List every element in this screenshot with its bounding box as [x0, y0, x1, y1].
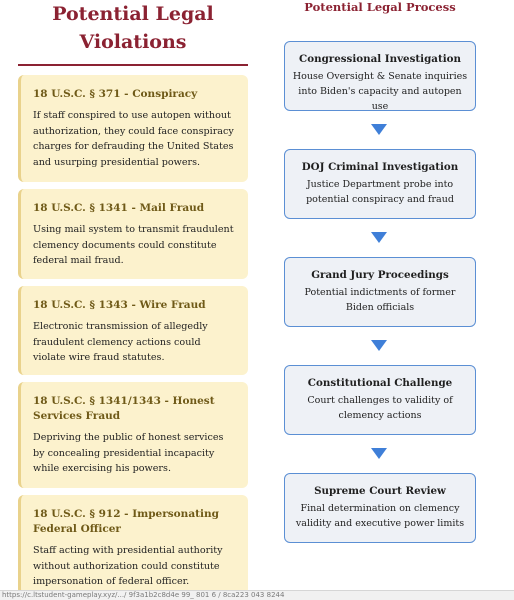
- violation-card-impersonating-officer: [18, 495, 248, 595]
- down-arrow-icon: [371, 448, 387, 459]
- violation-card-text: Electronic transmission of allegedly fraudulent clemency actions could violate wire fraud statutes.: [33, 321, 208, 363]
- browser-status-bar: [0, 590, 514, 600]
- violation-card-text: Depriving the public of honest services by concealing presidential incapacity while exercising his powers.: [33, 432, 224, 474]
- process-step-title: Constitutional Challenge: [307, 377, 453, 389]
- violation-card-title: 18 U.S.C. § 1343 - Wire Fraud: [33, 299, 206, 311]
- violation-card-title: 18 U.S.C. § 371 - Conspiracy: [33, 88, 198, 100]
- violation-card-title: 18 U.S.C. § 1341/1343 - Honest Services Fraud: [33, 395, 215, 422]
- process-step-text: Final determination on clemency validity and executive power limits: [295, 503, 465, 529]
- process-step-title: DOJ Criminal Investigation: [301, 161, 459, 173]
- violations-title-divider: [18, 64, 248, 66]
- process-title: Potential Legal Process: [304, 0, 456, 14]
- process-step-text: House Oversight & Senate inquiries into Biden's capacity and autopen use: [292, 71, 468, 112]
- process-step-grand-jury: [284, 257, 476, 327]
- violations-title-line2: Violations: [79, 31, 187, 53]
- process-step-supreme-court-review: [284, 473, 476, 543]
- violation-card-text: Using mail system to transmit fraudulent clemency documents could constitute federal mail fraud.: [33, 224, 234, 266]
- violations-title: [18, 0, 248, 56]
- process-step-text: Potential indictments of former Biden officials: [304, 287, 456, 313]
- process-step-text: Court challenges to validity of clemency actions: [307, 395, 453, 421]
- violation-card-conspiracy: [18, 75, 248, 182]
- down-arrow-icon: [371, 124, 387, 135]
- violation-card-title: 18 U.S.C. § 1341 - Mail Fraud: [33, 202, 205, 214]
- violation-card-text: If staff conspired to use autopen without authorization, they could face conspiracy charges for defrauding the United States and usurping presidential powers.: [33, 110, 234, 168]
- violation-card-honest-services-fraud: [18, 382, 248, 488]
- process-step-doj-investigation: [284, 149, 476, 219]
- process-step-congressional-investigation: [284, 41, 476, 111]
- process-step-title: Supreme Court Review: [314, 485, 446, 497]
- process-step-title: Congressional Investigation: [299, 53, 461, 65]
- violations-column: [18, 0, 248, 587]
- violations-title-line1: Potential Legal: [52, 3, 214, 25]
- process-step-constitutional-challenge: [284, 365, 476, 435]
- process-column: [284, 0, 476, 529]
- violation-card-text: Staff acting with presidential authority without authorization could constitute impersonation of federal officer.: [33, 545, 223, 587]
- process-step-title: Grand Jury Proceedings: [311, 269, 449, 281]
- violation-card-wire-fraud: [18, 286, 248, 375]
- down-arrow-icon: [371, 232, 387, 243]
- process-step-text: Justice Department probe into potential conspiracy and fraud: [306, 179, 454, 205]
- status-url-text: https://c.ltstudent-gameplay.xyz/.../ 9f3a1b2c8d4e 99_ 801 6 / 8ca223 043 8244: [2, 591, 285, 599]
- violation-card-title: 18 U.S.C. § 912 - Impersonating Federal Officer: [33, 508, 219, 535]
- down-arrow-icon: [371, 340, 387, 351]
- violation-card-mail-fraud: [18, 189, 248, 279]
